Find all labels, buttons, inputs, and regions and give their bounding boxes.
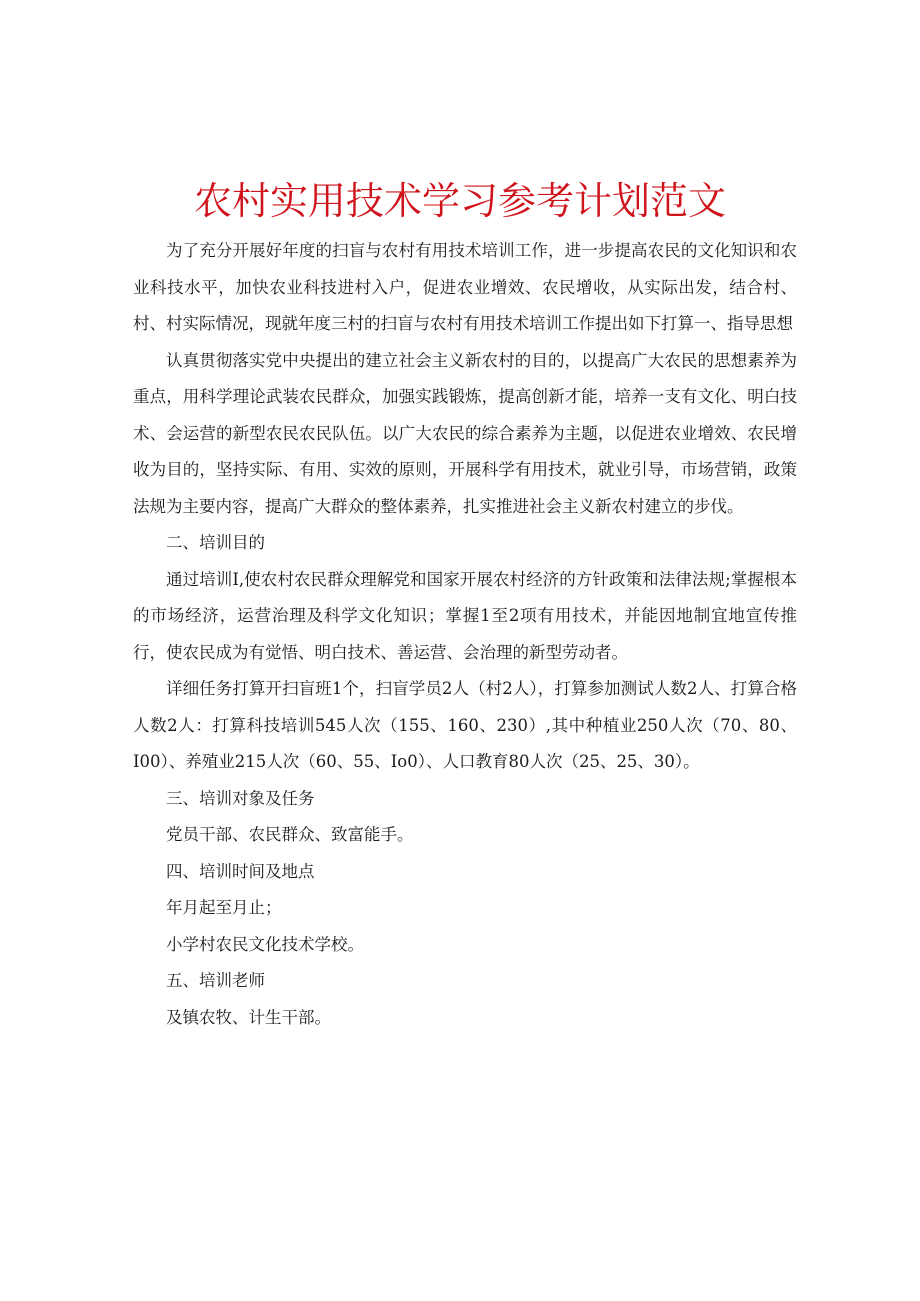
section-heading-teachers: 五、培训老师 — [166, 971, 265, 990]
section-heading-time-place: 四、培训时间及地点 — [166, 861, 315, 881]
section-heading-training-targets: 三、培训对象及任务 — [166, 788, 315, 808]
section-heading-training-goal: 二、培训目的 — [166, 533, 265, 552]
training-goal-paragraph: 通过培训I,使农村农民群众理解党和国家开展农村经济的方针政策和法律法规;掌握根本的市场经济，运营治理及科学文化知识；掌握1至2项有用技术，并能因地制宜地宣传推行，使农民成为有觉悟、明白技术、善运营、会治理的新型劳动者。 — [133, 569, 797, 662]
place-text: 小学村农民文化技术学校。 — [166, 934, 364, 954]
intro-paragraph: 为了充分开展好年度的扫盲与农村有用技术培训工作，进一步提高农民的文化知识和农业科技水平，加快农业科技进村入户，促进农业增效、农民增收，从实际出发，结合村、村、村实际情况，现就年度三村的扫盲与农村有用技术培训工作提出如下打算一、指导思想 — [133, 241, 797, 333]
document-body — [133, 233, 797, 1036]
time-text: 年月起至月止； — [166, 898, 282, 917]
guiding-thought-paragraph: 认真贯彻落实党中央提出的建立社会主义新农村的目的，以提高广大农民的思想素养为重点，用科学理论武装农民群众，加强实践锻炼，提高创新才能，培养一支有文化、明白技术、会运营的新型农民农民队伍。以广大农民的综合素养为主题，以促进农业增效、农民增收为目的，坚持实际、有用、实效的原则，开展科学有用技术，就业引导，市场营销，政策法规为主要内容，提高广大群众的整体素养，扎实推进社会主义新农村建立的步伐。 — [133, 350, 797, 516]
document-title: 农村实用技术学习参考计划范文 — [193, 179, 726, 223]
training-targets-text: 党员干部、农民群众、致富能手。 — [166, 825, 414, 844]
detailed-tasks-paragraph: 详细任务打算开扫盲班1个，扫盲学员2人（村2人），打算参加测试人数2人、打算合格人数2人：打算科技培训545人次（155、160、230）,其中种植业250人次（70、80、I00）、养殖业215人次（60、55、Io0）、人口教育80人次（25、25、30）。 — [133, 679, 797, 771]
teachers-text: 及镇农牧、计生干部。 — [166, 1007, 331, 1027]
